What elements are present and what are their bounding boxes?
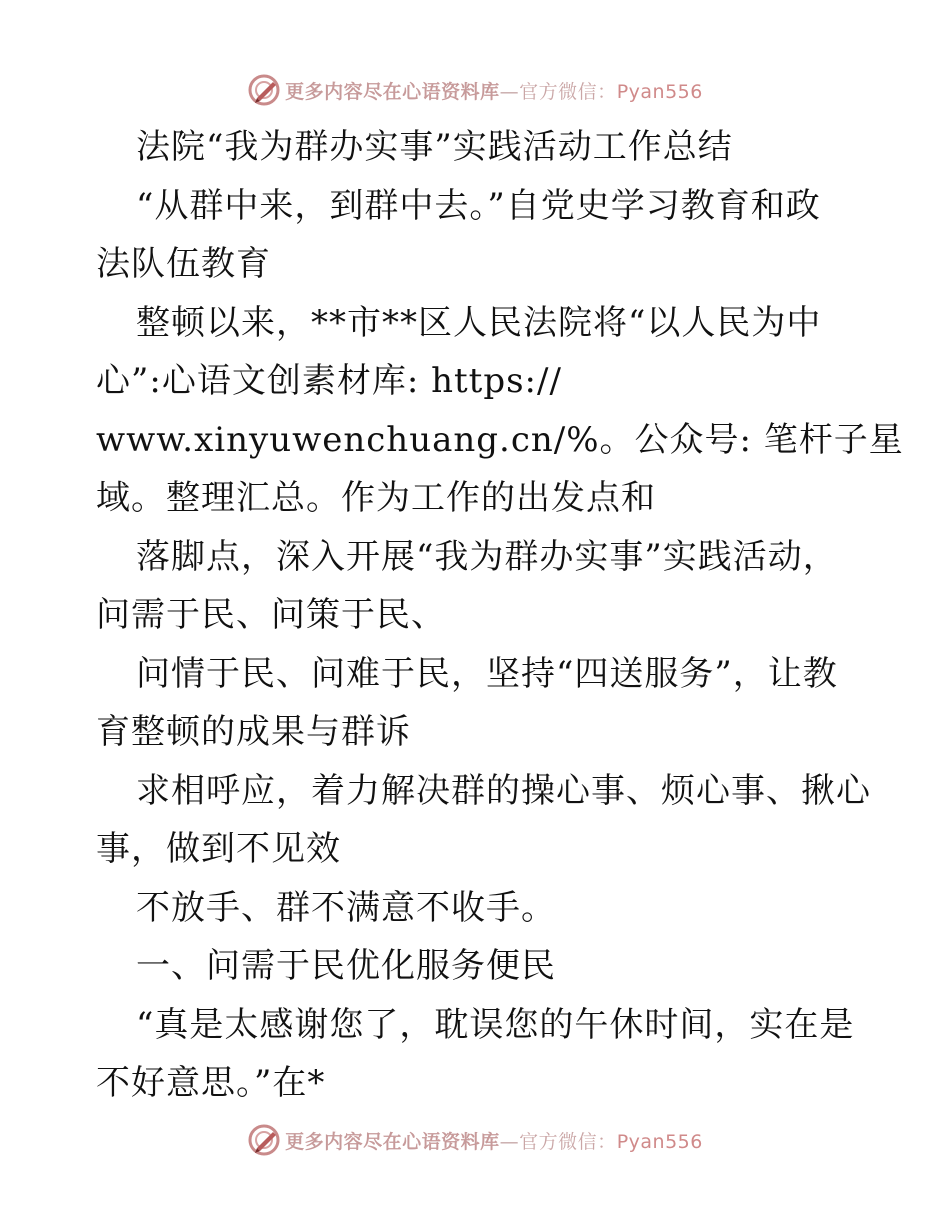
footer-watermark xyxy=(0,1120,950,1160)
paragraph-line: 整顿以来，**市**区人民法院将“以人民为中 xyxy=(136,302,822,343)
watermark-wechat-label: 官方微信： xyxy=(519,80,617,103)
watermark-wechat-id: Pyan556 xyxy=(616,80,703,103)
paragraph-line: 法队伍教育 xyxy=(96,244,271,284)
paragraph-line: 问需于民、问策于民、 xyxy=(96,595,446,635)
watermark-main-text: 更多内容尽在心语资料库 xyxy=(285,1130,500,1153)
document-body xyxy=(96,118,904,1113)
paragraph-line: “真是太感谢您了，耽误您的午休时间，实在是 xyxy=(136,1004,855,1045)
watermark-wechat-label: 官方微信： xyxy=(519,1130,617,1153)
pen-logo-icon xyxy=(247,1123,281,1157)
paragraph-line: 求相呼应，着力解决群的操心事、烦心事、揪心 xyxy=(136,770,871,811)
watermark-wechat-id: Pyan556 xyxy=(616,1130,703,1153)
paragraph-line: 心”:心语文创素材库: https:// xyxy=(96,361,562,401)
paragraph-line: “从群中来，到群中去。”自党史学习教育和政 xyxy=(136,185,821,226)
watermark-dash: — xyxy=(499,80,520,103)
paragraph-line: www.xinyuwenchuang.cn/%。公众号: 笔杆子星 xyxy=(96,419,904,460)
section-heading: 一、问需于民优化服务便民 xyxy=(136,946,556,986)
watermark-dash: — xyxy=(499,1130,520,1153)
paragraph-line: 落脚点，深入开展“我为群办实事”实践活动， xyxy=(136,536,838,577)
paragraph-line: 问情于民、问难于民，坚持“四送服务”，让教 xyxy=(136,653,838,694)
header-watermark xyxy=(0,70,950,110)
paragraph-line: 域。整理汇总。作为工作的出发点和 xyxy=(96,478,656,518)
document-title: 法院“我为群办实事”实践活动工作总结 xyxy=(136,127,733,167)
watermark-main-text: 更多内容尽在心语资料库 xyxy=(285,80,500,103)
paragraph-line: 不好意思。”在* xyxy=(96,1063,326,1103)
paragraph-line: 育整顿的成果与群诉 xyxy=(96,712,411,752)
pen-logo-icon xyxy=(247,73,281,107)
paragraph-line: 不放手、群不满意不收手。 xyxy=(136,887,556,928)
paragraph-line: 事，做到不见效 xyxy=(96,829,341,869)
